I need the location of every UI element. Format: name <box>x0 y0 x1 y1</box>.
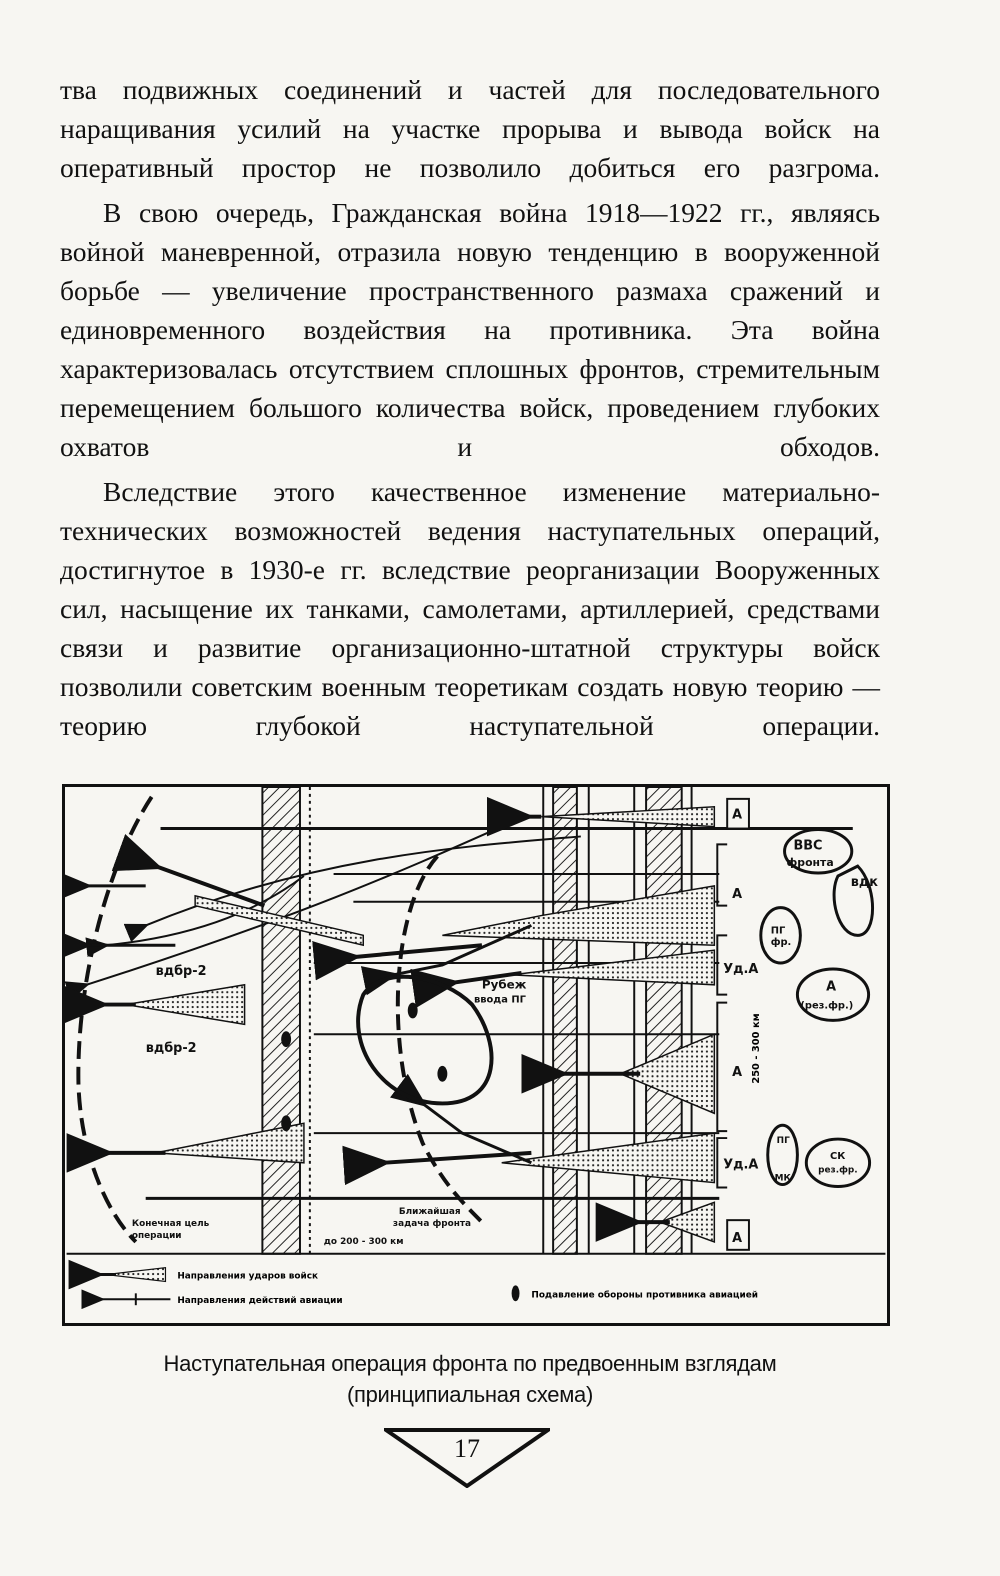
label-vvs: ВВС <box>793 838 823 854</box>
page-number-text: 17 <box>454 1434 480 1463</box>
legend-suppress: Подавление обороны противника авиацией <box>531 1290 759 1301</box>
operation-scheme-figure <box>62 784 890 1326</box>
label-pg-mk: ПГ <box>776 1136 790 1147</box>
legend-strikes: Направления ударов войск <box>177 1271 319 1282</box>
label-a3: А <box>732 1064 743 1080</box>
label-dist: до 200 - 300 км <box>323 1236 404 1247</box>
label-a4: А <box>732 1230 743 1246</box>
label-a2: А <box>732 886 743 902</box>
label-final-goal1: Конечная цель <box>131 1219 210 1230</box>
figure-caption <box>60 1348 880 1410</box>
label-vdk: вдк <box>850 874 879 890</box>
label-pg-fr: ПГ <box>770 925 786 937</box>
defense-band-1 <box>262 787 300 1254</box>
label-ud-a2: Уд.А <box>723 1157 759 1173</box>
label-a1: А <box>732 807 743 823</box>
label-near-task1: Ближайшая <box>398 1207 461 1218</box>
label-fronta: фронта <box>786 856 834 870</box>
label-mk: МК <box>774 1173 791 1184</box>
strike-arrows <box>101 807 714 1242</box>
caption-line-1: Наступательная операция фронта по предвоенным взглядам <box>163 1351 777 1376</box>
body-text <box>60 70 880 751</box>
label-near-task2: задача фронта <box>392 1219 472 1230</box>
label-pg-fr2: фр. <box>770 937 792 949</box>
label-rubezh2: ввода ПГ <box>474 994 526 1006</box>
label-vdbr2: вдбр-2 <box>145 1041 197 1057</box>
label-rez-fr: (рез.фр.) <box>800 1000 854 1012</box>
caption-line-2: (принципиальная схема) <box>346 1382 594 1407</box>
label-vdbr1: вдбр-2 <box>155 963 207 979</box>
label-sk-rez: рез.фр. <box>818 1165 858 1176</box>
label-sk: СК <box>830 1150 846 1162</box>
paragraph-1: тва подвижных соединений и частей для последовательного наращивания усилий на участке прорыва и вывода войск на оперативный простор не позволило добиться его разгрома. <box>60 74 880 183</box>
label-depth: 250 - 300 км <box>750 1013 762 1084</box>
page-number <box>384 1428 550 1488</box>
label-rubezh1: Рубеж <box>481 977 527 992</box>
defense-band-3 <box>646 787 682 1254</box>
defense-band-2 <box>553 787 577 1254</box>
legend-aviation: Направления действий авиации <box>177 1296 343 1307</box>
label-a-rez: А <box>826 979 837 995</box>
label-final-goal2: операции <box>131 1230 182 1241</box>
pg-entry-loop <box>358 977 491 1104</box>
paragraph-3: Вследствие этого качественное изменение материально-технических возможностей ведения наступательных операций, достигнутое в 1930-е гг. вследствие реорганизации Вооруженных сил, насыщение их танками, самолетами, артиллерией, средствами связи и развитие организационно-штатной структуры войск позволили советским военным теоретикам создать новую теорию — теорию глубокой наступательной операции. <box>60 476 880 741</box>
label-ud-a1: Уд.А <box>723 961 759 977</box>
near-task-line <box>398 856 482 1222</box>
paragraph-2: В свою очередь, Гражданская война 1918—1922 гг., являясь войной маневренной, отразила новую тенденцию в вооруженной борьбе — увеличение пространственного размаха сражений и единовременного воздействия на противника. Эта война характеризовалась отсутствием сплошных фронтов, стремительным перемещением большого количества войск, проведением глубоких охватов и обходов. <box>60 197 880 462</box>
final-goal-line <box>78 797 151 1242</box>
